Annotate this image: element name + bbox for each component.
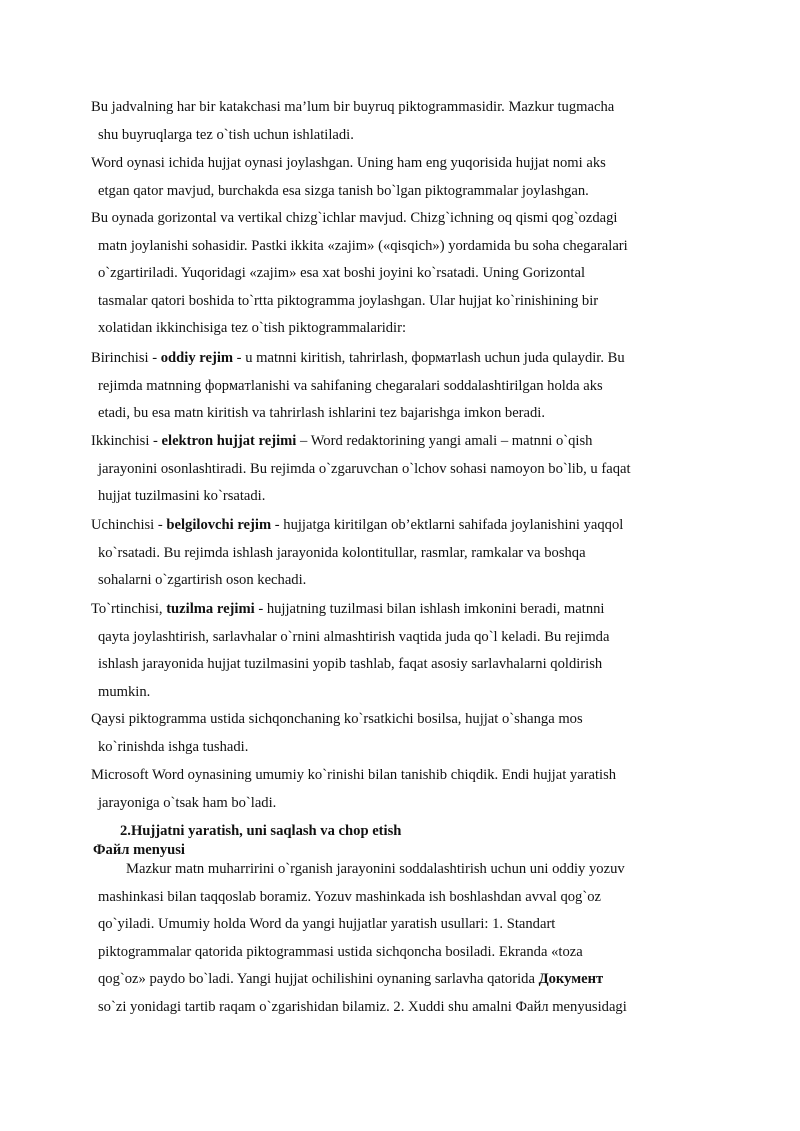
text-line: qo`yiladi. Umumiy holda Word da yangi hujjatlar yaratish usullari: 1. Standart	[98, 916, 556, 933]
paragraph-mode-layout	[93, 512, 743, 595]
rest-text: - hujjatning tuzilmasi bilan ishlash imkonini beradi, matnni	[254, 601, 605, 617]
text-line: ko`rinishda ishga tushadi.	[98, 738, 249, 755]
text-line: jarayonini osonlashtiradi. Bu rejimda o`zgaruvchan o`lchov sohasi namoyon bo`lib, u faqat	[98, 460, 631, 477]
paragraph	[93, 706, 743, 761]
term-bold: elektron hujjat rejimi	[161, 433, 297, 449]
text-line: ko`rsatadi. Bu rejimda ishlash jarayonida kolontitullar, rasmlar, ramkalar va boshqa	[98, 544, 586, 561]
text-line: Microsoft Word oynasining umumiy ko`rinishi bilan tanishib chiqdik. Endi hujjat yaratish	[91, 767, 617, 783]
text-line: matn joylanishi sohasidir. Pastki ikkita «zajim» («qisqich») yordamida bu soha chegaralari	[98, 237, 628, 254]
lead-text: Ikkinchisi -	[91, 433, 162, 449]
text-line: qayta joylashtirish, sarlavhalar o`rnini almashtirish vaqtida juda qo`l keladi. Bu rejimda	[98, 628, 610, 645]
text-line	[93, 966, 743, 994]
paragraph	[93, 94, 743, 149]
text-line: sohalarni o`zgartirish oson kechadi.	[98, 572, 307, 589]
text-line: etadi, bu esa matn kiritish va tahrirlash ishlarini tez bajarishga imkon beradi.	[98, 405, 546, 422]
text-line: jarayoniga o`tsak ham bo`ladi.	[98, 794, 277, 811]
paragraph-mode-normal	[93, 345, 743, 428]
paragraph	[93, 150, 743, 205]
lead-text: To`rtinchisi,	[91, 601, 167, 617]
term-bold: Документ	[538, 971, 604, 988]
rest-text: – Word redaktorining yangi amali – matnni o`qish	[296, 433, 593, 449]
text-line	[93, 596, 743, 624]
text-line: Qaysi piktogramma ustida sichqonchaning ko`rsatkichi bosilsa, hujjat o`shanga mos	[91, 711, 583, 727]
paragraph	[93, 205, 743, 343]
term-bold: tuzilma rejimi	[166, 601, 255, 617]
text-line	[93, 512, 743, 540]
term-bold: belgilovchi rejim	[166, 517, 272, 533]
paragraph-file-menu	[93, 856, 743, 1022]
text-line: o`zgartiriladi. Yuqoridagi «zajim» esa xat boshi joyini ko`rsatadi. Uning Gorizontal	[98, 265, 586, 282]
paragraph-mode-electronic	[93, 428, 743, 511]
lead-text: Birinchisi -	[91, 350, 161, 366]
text-line: Bu oynada gorizontal va vertikal chizg`ichlar mavjud. Chizg`ichning oq qismi qog`ozdagi	[91, 210, 618, 226]
lead-text: Uchinchisi -	[91, 517, 167, 533]
section-subheading: Файл menyusi	[93, 842, 185, 858]
text-line: so`zi yonidagi tartib raqam o`zgarishidan bilamiz. 2. Xuddi shu amalni Файл menyusidagi	[98, 998, 627, 1015]
text-line: ishlash jarayonida hujjat tuzilmasini yopib tashlab, faqat asosiy sarlavhalarni qoldirish	[98, 656, 603, 673]
text-line: xolatidan ikkinchisiga tez o`tish piktogrammalaridir:	[98, 320, 407, 337]
text-segment: qog`oz» paydo bo`ladi. Yangi hujjat ochilishini oynaning sarlavha qatorida	[98, 971, 539, 988]
rest-text: - u matnni kiritish, tahrirlash, формaтlash uchun juda qulaydir. Bu	[233, 350, 625, 366]
text-line: mashinkasi bilan taqqoslab boramiz. Yozuv mashinkada ish boshlashdan avval qog`oz	[98, 888, 601, 905]
text-line: rejimda matnning формaтlanishi va sahifaning chegaralari soddalashtirilgan holda aks	[98, 377, 603, 394]
text-line: Word oynasi ichida hujjat oynasi joylashgan. Uning ham eng yuqorisida hujjat nomi aks	[91, 155, 606, 171]
text-line	[93, 428, 743, 456]
text-line: hujjat tuzilmasini ko`rsatadi.	[98, 488, 266, 505]
paragraph-mode-outline	[93, 596, 743, 706]
section-heading: 2.Hujjatni yaratish, uni saqlash va chop etish	[120, 823, 402, 839]
rest-text: - hujjatga kiritilgan ob’ektlarni sahifada joylanishini yaqqol	[271, 517, 624, 533]
text-line: tasmalar qatori boshida to`rtta piktogramma joylashgan. Ular hujjat ko`rinishining bir	[98, 292, 599, 309]
term-bold: oddiy rejim	[160, 350, 234, 366]
text-line: mumkin.	[98, 683, 151, 700]
paragraph	[93, 762, 743, 817]
text-line: etgan qator mavjud, burchakda esa sizga tanish bo`lgan piktogrammalar joylashgan.	[98, 182, 589, 199]
text-line: Mazkur matn muharririni o`rganish jarayonini soddalashtirish uchun uni oddiy yozuv	[126, 861, 625, 877]
text-line	[93, 345, 743, 373]
text-line: shu buyruqlarga tez o`tish uchun ishlatiladi.	[98, 126, 354, 143]
text-line: Bu jadvalning har bir katakchasi ma’lum bir buyruq piktogrammasidir. Mazkur tugmacha	[91, 99, 615, 115]
text-line: piktogrammalar qatorida piktogrammasi ustida sichqoncha bosiladi. Ekranda «toza	[98, 943, 583, 960]
